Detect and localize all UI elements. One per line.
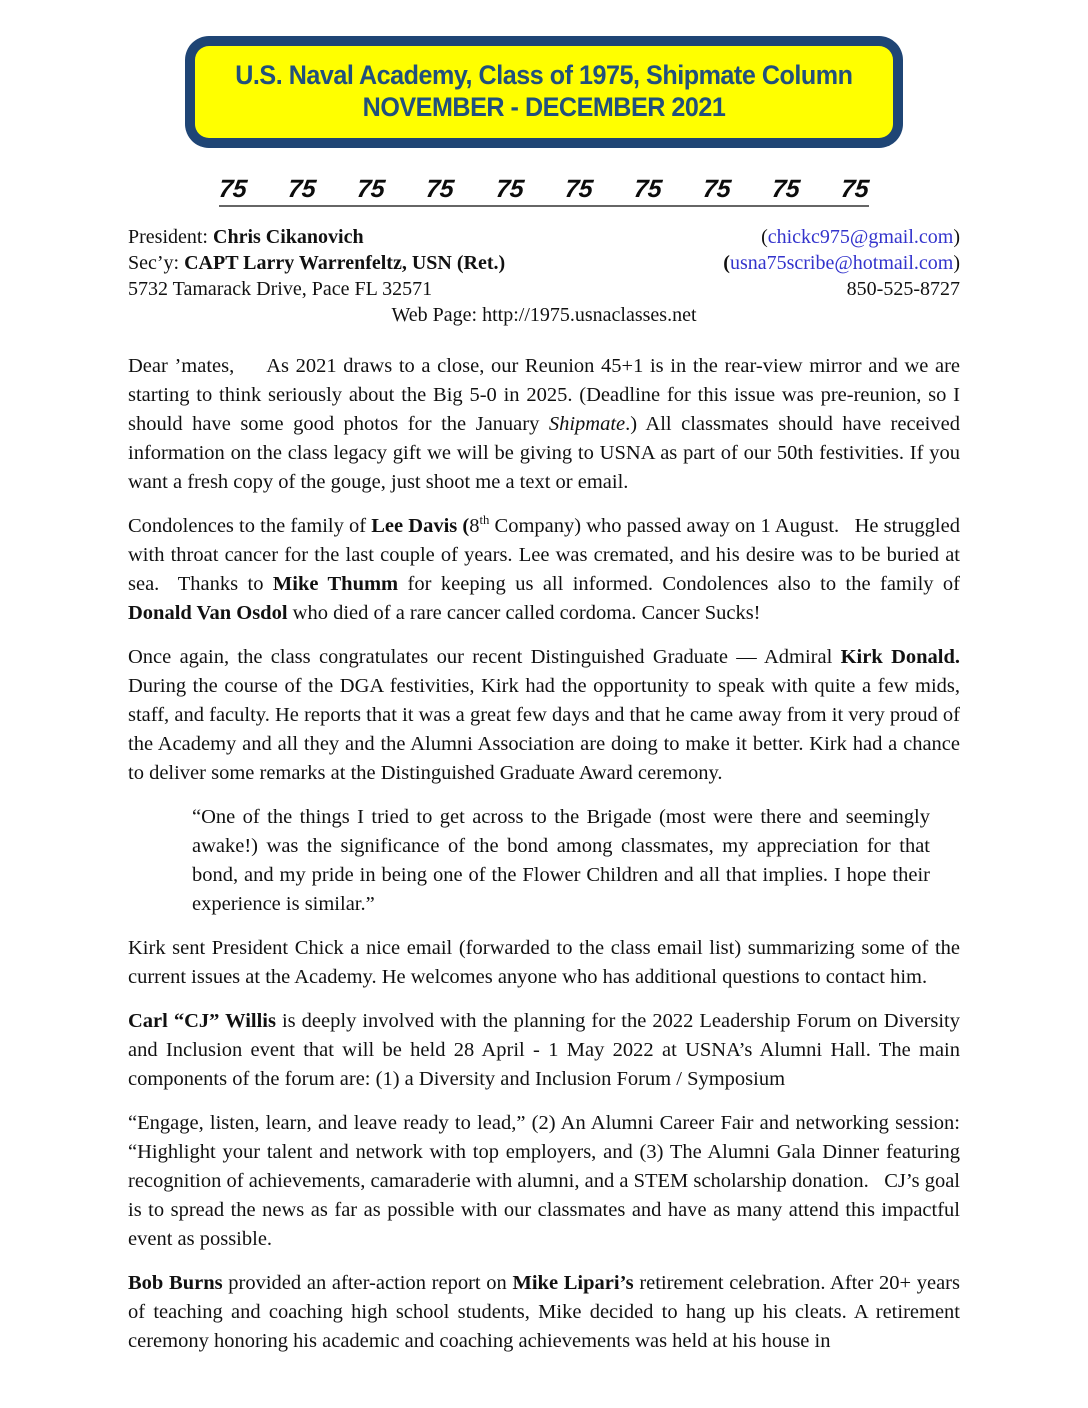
paragraph-kirk-email — [128, 934, 960, 992]
text-segment: Mike Thumm — [272, 573, 399, 595]
class-75-mark: 75 — [286, 175, 318, 203]
secretary-email-link[interactable]: usna75scribe@hotmail.com — [729, 252, 954, 274]
text-segment: Donald Van Osdol — [128, 602, 288, 624]
class-75-mark: 75 — [424, 175, 456, 203]
contact-row-secretary — [128, 250, 960, 276]
text-segment: 8 — [469, 515, 480, 537]
text-segment: provided an after-action report on — [222, 1272, 513, 1294]
text-segment: “Engage, listen, learn, and leave ready to lead,” (2) An Alumni Career Fair and networking session: “Highlight your talent and network with top employers, and (3) The Alumni Gala Dinner featuring recognition of achievements, camaraderie with alumni, and a STEM scholarship donation. CJ’s goal is to spread the news as far as possible with our classmates and have as many attend this impactful event as possible. — [128, 1112, 960, 1250]
close-paren: ) — [953, 226, 960, 248]
column-body — [128, 352, 960, 1356]
text-segment: th — [479, 513, 490, 528]
president-line — [128, 224, 364, 250]
text-segment: Dear ’mates, As 2021 draws to a close, our Reunion 45+1 is in the rear-view mirror and we are starting to think seriously about the Big 5-0 in 2025. (Deadline for this issue was pre-reunion, so I should have some good photos for the January — [128, 355, 960, 435]
text-segment: Carl “CJ” Willis — [128, 1010, 276, 1032]
text-segment: retirement celebration. After 20+ years of teaching and coaching high school students, Mike decided to hang up his cleats. A retirement ceremony honoring his academic and coaching achievements was held at his house in — [128, 1272, 960, 1352]
class-75-divider — [219, 175, 869, 207]
text-segment: Kirk Donald. — [840, 646, 961, 668]
class-75-mark: 75 — [494, 175, 525, 203]
secretary-name: CAPT Larry Warrenfeltz, USN (Ret.) — [184, 252, 506, 274]
masthead-title: U.S. Naval Academy, Class of 1975, Shipmate Column — [235, 60, 853, 91]
text-segment: .) All classmates should have received information on the class legacy gift we will be giving to USNA as part of our 50th festivities. If you want a fresh copy of the gouge, just shoot me a text or email. — [128, 413, 960, 493]
secretary-address: 5732 Tamarack Drive, Pace FL 32571 — [128, 278, 433, 300]
president-label: President: — [128, 226, 213, 248]
masthead-banner — [185, 36, 903, 148]
paragraph-intro — [128, 352, 960, 497]
contact-row-president — [128, 224, 960, 250]
president-email-link[interactable]: chickc975@gmail.com — [767, 226, 954, 248]
text-segment: During the course of the DGA festivities, Kirk had the opportunity to speak with quite a few mids, staff, and faculty. He reports that it was a great few days and that he came away from it very proud of the Academy and all they and the Alumni Association are doing to make it better. Kirk had a chance to deliver some remarks at the Distinguished Graduate Award ceremony. — [128, 675, 960, 784]
class-75-mark: 75 — [701, 175, 733, 203]
text-segment: Mike Lipari’s — [512, 1272, 634, 1294]
text-segment: “One of the things I tried to get across to the Brigade (most were there and seemingly awake!) was the significance of the bond among classmates, my appreciation for that bond, and my pride in being one of the Flower Children and all that implies. I hope their experience is similar.” — [192, 806, 930, 915]
open-paren: ( — [723, 252, 730, 274]
open-paren: ( — [761, 226, 768, 248]
paragraph-cj-willis — [128, 1007, 960, 1094]
class-75-mark: 75 — [563, 175, 594, 203]
text-segment: Condolences to the family of — [128, 515, 372, 537]
class-75-mark: 75 — [355, 175, 387, 203]
secretary-line — [128, 250, 505, 276]
text-segment: who died of a rare cancer called cordoma. Cancer Sucks! — [287, 602, 761, 624]
class-75-mark: 75 — [770, 175, 802, 203]
class-75-mark: 75 — [839, 175, 871, 203]
text-segment: Once again, the class congratulates our recent Distinguished Graduate — Admiral — [128, 646, 841, 668]
class-webpage-url: Web Page: http://1975.usnaclasses.net — [391, 304, 697, 326]
text-segment: Lee Davis ( — [371, 515, 470, 537]
text-segment: Bob Burns — [128, 1272, 223, 1294]
secretary-phone: 850-525-8727 — [846, 278, 960, 300]
contact-block — [128, 224, 960, 328]
contact-row-address — [128, 276, 960, 302]
secretary-email-wrap — [723, 250, 960, 276]
close-paren: ) — [953, 252, 960, 274]
class-75-mark: 75 — [217, 175, 249, 203]
masthead-issue-date: NOVEMBER - DECEMBER 2021 — [362, 92, 726, 122]
text-segment: Shipmate — [548, 413, 626, 435]
paragraph-forum-components — [128, 1109, 960, 1254]
text-segment: for keeping us all informed. Condolences also to the family of — [398, 573, 961, 595]
paragraph-bob-burns — [128, 1269, 960, 1356]
masthead-inner-panel — [195, 46, 893, 138]
secretary-label: Sec’y: — [128, 252, 185, 274]
class-75-mark: 75 — [632, 175, 664, 203]
text-segment: is deeply involved with the planning for the 2022 Leadership Forum on Diversity and Inclusion event that will be held 28 April - 1 May 2022 at USNA’s Alumni Hall. The main components of the forum are: (1) a Diversity and Inclusion Forum / Symposium — [128, 1010, 960, 1090]
president-email-wrap — [761, 224, 960, 250]
paragraph-kirk-donald — [128, 643, 960, 788]
paragraph-condolences — [128, 512, 960, 628]
text-segment: Kirk sent President Chick a nice email (forwarded to the class email list) summarizing some of the current issues at the Academy. He welcomes anyone who has additional questions to contact him. — [128, 937, 960, 988]
president-name: Chris Cikanovich — [213, 226, 364, 248]
text-segment: Company) who passed away on 1 August. He struggled with throat cancer for the last couple of years. Lee was cremated, and his desire was to be buried at sea. Thanks to — [128, 515, 960, 595]
blockquote-kirk-remarks — [192, 803, 930, 919]
